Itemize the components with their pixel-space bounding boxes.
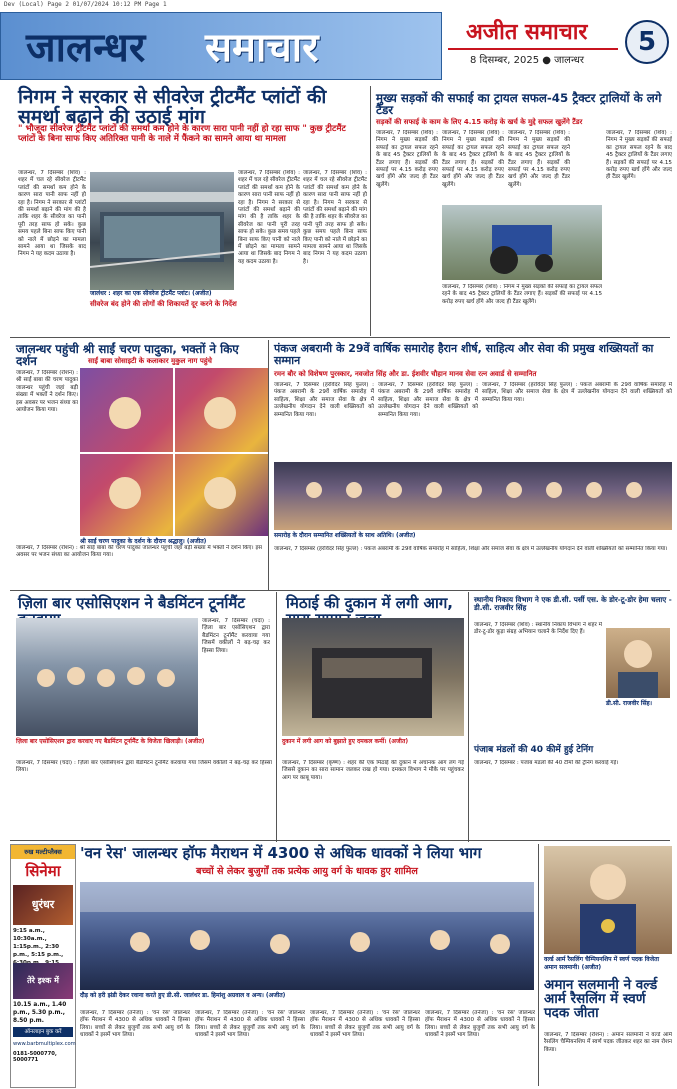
story3-photo-collage	[80, 368, 268, 536]
story4-photo-caption: समारोह के दौरान सम्मानित शख्सियतों के साथ अतिथि। (अजीत)	[274, 532, 416, 539]
story6-body: जालन्धर, 7 दिसम्बर (कृष्ण) : शहर की एक मिठाई की दुकान में अचानक आग लग गई जिससे दुकान का सारा सामान जलकर राख हो गया। दमकल विभाग ने मौके पर पहुंचकर आग पर काबू पाया।	[282, 760, 464, 781]
column-divider	[370, 86, 371, 336]
story6-photo-caption: दुकान में लगी आग को बुझाते हुए दमकल कर्मी। (अजीत)	[282, 738, 409, 745]
story10-headline: अमान सलमानी ने वर्ल्ड आर्म रैसलिंग में स्वर्ण पदक जीता	[544, 977, 658, 1022]
column-divider	[538, 844, 539, 1086]
story4-body-col3: जालन्धर, 7 दिसम्बर (हरविंदर सिंह फुल्ल) : पंकज अबरामी के 29वें वार्षिक समारोह में साहित्य, शिक्षा और समाज सेवा के क्षेत्र में उल्लेखनीय योगदान देने वाली शख्सियतों को सम्मानित किया गया।	[482, 382, 672, 403]
devotees-illustration	[80, 368, 268, 536]
story2-headline: मुख्य सड़कों की सफाई का ट्रायल सफल-45 ट्रैक्टर ट्रालियों के लगे टैंडर	[376, 91, 662, 118]
story7-body: जालन्धर, 7 दिसम्बर (शिव) : स्थानीय निकाय विभाग ने शहर में डोर-टू-डोर कूड़ा संग्रह अभियान चलाने के निर्देश दिए हैं।	[474, 622, 602, 636]
story7-headline: स्थानीय निकाय विभाग ने एक डी.सी. पर्सी एस. के डोर-टू-डोर हेमा चलाए - डी.सी. राजवीर सिंह	[474, 595, 672, 612]
story4-body-col2: जालन्धर, 7 दिसम्बर (हरविंदर सिंह फुल्ल) : पंकज अबरामी के 29वें वार्षिक समारोह में साहित्य, शिक्षा और समाज सेवा के क्षेत्र में उल्लेखनीय योगदान देने वाली शख्सियतों को सम्मानित किया गया।	[378, 382, 478, 418]
story5-headline: ज़िला बार एसोसिएशन ने बैडमिंटन टूर्नामैंट	[18, 594, 245, 612]
story7-photo	[606, 628, 670, 698]
story4-body-col1: जालन्धर, 7 दिसम्बर (हरविंदर सिंह फुल्ल) : पंकज अबरामी के 29वें वार्षिक समारोह में साहित्य, शिक्षा और समाज सेवा के क्षेत्र में उल्लेखनीय योगदान देने वाली शख्सियतों को सम्मानित किया गया।	[274, 382, 374, 418]
story4-photo	[274, 462, 672, 530]
story1-photo	[90, 172, 234, 290]
story7-photo-caption: डी.सी. राजवीर सिंह।	[606, 700, 652, 707]
story3-photo-caption: श्री साईं चरण पादुका के दर्शन के दौरान श्रद्धालु। (अजीत)	[80, 538, 207, 545]
story5-photo-caption: ज़िला बार एसोसिएशन द्वारा करवाए गए बैडमिंटन टूर्नामैंट के विजेता खिलाड़ी। (अजीत)	[16, 738, 205, 745]
story4-headline: पंकज अबरामी के 29वें वार्षिक समारोह हैरान शीर्ष, साहित्य और सेवा की प्रमुख शख्सियतों का सम्मान	[274, 342, 654, 367]
story5-body-bottom: जालन्धर, 7 दिसम्बर (चंदा) : ज़िला बार एसोसिएशन द्वारा बैडमिंटन टूर्नामैंट करवाया गया जिसमें वकीलों ने बढ़-चढ़ कर हिस्सा लिया।	[16, 760, 272, 774]
story2-body-col2: जालन्धर, 7 दिसम्बर (शिव) : निगम ने मुख्य सड़कों की सफाई का ट्रायल सफल रहने के बाद 45 ट्रैक्टर ट्रालियों के टैंडर लगाए हैं। सड़कों की सफाई पर 4.15 करोड़ रुपए खर्च होंगे और जल्द ही टैंडर खुलेंगे।	[442, 130, 504, 188]
masthead	[0, 12, 677, 80]
story2-body-col1: जालन्धर, 7 दिसम्बर (शिव) : निगम ने मुख्य सड़कों की सफाई का ट्रायल सफल रहने के बाद 45 ट्रैक्टर ट्रालियों के टैंडर लगाए हैं। सड़कों की सफाई पर 4.15 करोड़ रुपए खर्च होंगे और जल्द ही टैंडर खुलेंगे।	[376, 130, 438, 188]
story9-photo	[80, 882, 534, 990]
masthead-title-part2: समाचार	[205, 24, 319, 71]
cinema-phone: 0181-5000770, 5000771	[13, 1051, 57, 1063]
story9-photo-caption: दौड़ को हरी झंडी देकर रवाना करते हुए डी.सी. जालंधर डा. हिमांशु अग्रवाल व अन्य। (अजीत)	[80, 992, 286, 999]
story6-headline: मिठाई की दुकान में लगी आग,	[286, 594, 453, 612]
story3-body-bottom: जालन्धर, 7 दिसम्बर (रोशन) : श्री साईं बाबा की चरण पादुका जालन्धर पहुंची जहां बड़ी संख्या में भक्तों ने दर्शन किए। इस अवसर पर भजन संध्या का आयोजन किया गया।	[16, 545, 262, 559]
tractor-illustration	[442, 205, 602, 280]
section-divider	[10, 840, 670, 841]
column-divider	[276, 592, 277, 842]
column-divider	[468, 592, 469, 842]
story9-headline: 'वन रेस' जालन्धर हॉफ मैराथन में 4300 से अधिक धावकों ने लिया भाग	[80, 844, 482, 862]
badminton-team-illustration	[16, 618, 198, 736]
column-divider	[268, 340, 269, 590]
story5-body-col: जालन्धर, 7 दिसम्बर (चंदा) : ज़िला बार एसोसिएशन द्वारा बैडमिंटन टूर्नामैंट करवाया गया जिसमें वकीलों ने बढ़-चढ़ कर हिस्सा लिया।	[202, 618, 270, 654]
story9-body-col3: जालन्धर, 7 दिसम्बर (तनेजा) : 'वन रेस' जालन्धर हॉफ मैराथन में 4300 से अधिक धावकों ने हिस्सा लिया। बच्चों से लेकर बुजुर्गों तक सभी आयु वर्ग के धावकों ने इसमें भाग लिया।	[310, 1010, 420, 1039]
story10-body: जालन्धर, 7 दिसम्बर (रोशन) : अमान सलमानी ने वर्ल्ड आर्म रैसलिंग चैम्पियनशिप में स्वर्ण पदक जीतकर शहर का नाम रोशन किया।	[544, 1032, 672, 1053]
story2-photo	[442, 205, 602, 280]
masthead-rule	[448, 48, 618, 50]
story9-body-col2: जालन्धर, 7 दिसम्बर (तनेजा) : 'वन रेस' जालन्धर हॉफ मैराथन में 4300 से अधिक धावकों ने हिस्सा लिया। बच्चों से लेकर बुजुर्गों तक सभी आयु वर्ग के धावकों ने इसमें भाग लिया।	[195, 1010, 305, 1039]
story1-subhead: " भौजूदा सीवरेज ट्रीटमैंट प्लांटों की समर्था कम होने के कारण सारा पानी नहीं हो रहा साफ " कुछ ट्रीटमैंट प्लांटों के बिना साफ किए अतिरिक्त पानी के नाले में फैंकने का सामने आया था मामला	[18, 124, 346, 144]
cinema-website-link[interactable]: www.barbmultiplex.com	[13, 1041, 76, 1047]
film2-showtimes: 10.15 a.m., 1.40 p.m., 5.30 p.m., 8.50 p.m.	[13, 1002, 67, 1024]
story2-body-col3: जालन्धर, 7 दिसम्बर (शिव) : निगम ने मुख्य सड़कों की सफाई का ट्रायल सफल रहने के बाद 45 ट्रैक्टर ट्रालियों के टैंडर लगाए हैं। सड़कों की सफाई पर 4.15 करोड़ रुपए खर्च होंगे और जल्द ही टैंडर खुलेंगे।	[508, 130, 570, 188]
story8-body: जालन्धर, 7 दिसम्बर : पंजाब मंडलों की 40 टीमों की ट्रेनिंग करवाई गई।	[474, 760, 619, 766]
story1-photo-caption: जालंधर : शहर का एक सीवरेज ट्रीटमैंट प्लांट। (अजीत)	[90, 290, 212, 297]
brand-logo: अजीत समाचार	[466, 19, 588, 45]
story4-subhead: रमन बौर को विशेषण पुरस्कार, नवजोत सिंह और डा. ईशवीर चौहान मानव सेवा रत्न अवार्ड से सम्मानित	[274, 370, 537, 378]
marathon-runners-illustration	[80, 882, 534, 990]
story2-body-col5: जालन्धर, 7 दिसम्बर (शिव) : निगम ने मुख्य सड़कों की सफाई का ट्रायल सफल रहने के बाद 45 ट्रैक्टर ट्रालियों के टैंडर लगाए हैं। सड़कों की सफाई पर 4.15 करोड़ रुपए खर्च होंगे और जल्द ही टैंडर खुलेंगे।	[442, 284, 602, 305]
issue-city: जालन्धर	[554, 55, 584, 66]
treatment-plant-illustration	[90, 172, 234, 290]
portrait-illustration	[606, 628, 670, 698]
story10-photo	[544, 846, 672, 954]
story6-photo	[282, 618, 464, 736]
online-booking-label: ऑनलाइन बुक करें	[13, 1027, 73, 1037]
story3-body-col1: जालन्धर, 7 दिसम्बर (रोशन) : श्री साईं बाबा की चरण पादुका जालन्धर पहुंची जहां बड़ी संख्या में भक्तों ने दर्शन किए। इस अवसर पर भजन संध्या का आयोजन किया गया।	[16, 370, 78, 414]
story4-body-bottom: जालन्धर, 7 दिसम्बर (हरविंदर सिंह फुल्ल) : पंकज अबरामी के 29वें वार्षिक समारोह में साहित्य, शिक्षा और समाज सेवा के क्षेत्र में उल्लेखनीय योगदान देने वाली शख्सियतों को सम्मानित किया गया।	[274, 546, 668, 552]
cinema-header: रुख मल्टीप्लैक्स	[11, 845, 75, 859]
film2-poster: तेरे इश्क में	[13, 963, 73, 999]
cinema-title: सिनेमा	[25, 862, 61, 880]
story2-subhead: सड़कों की सफाई के काम के लिए 4.15 करोड़ के खर्च के मुद्दे सफल खुलेंगे टैंडर	[376, 118, 583, 126]
story10-photo-caption: वर्ल्ड आर्म रैसलिंग चैम्पियनशिप में स्वर्ण पदक विजेता अमान सलमानी। (अजीत)	[544, 956, 660, 971]
fire-scene-illustration	[282, 618, 464, 736]
film1-poster: धुरंधर	[13, 885, 73, 925]
story9-body-col1: जालन्धर, 7 दिसम्बर (तनेजा) : 'वन रेस' जालन्धर हॉफ मैराथन में 4300 से अधिक धावकों ने हिस्सा लिया। बच्चों से लेकर बुजुर्गों तक सभी आयु वर्ग के धावकों ने इसमें भाग लिया।	[80, 1010, 190, 1039]
print-slug: Dev (Local) Page 2 01/07/2024 10:12 PM Page 1	[4, 1, 167, 8]
story5-photo	[16, 618, 198, 736]
cinema-listing-box	[10, 844, 76, 1088]
section-divider	[10, 590, 670, 591]
story8-headline: पंजाब मंडलों की 40 कीमें हुई टेनिंग	[474, 745, 594, 755]
story9-subhead: बच्चों से लेकर बुजुर्गों तक प्रत्येक आयु वर्ग के धावक हुए शामिल	[196, 866, 418, 877]
award-group-illustration	[274, 462, 672, 530]
separator: ●	[542, 55, 555, 66]
story1-body-col4: जालन्धर, 7 दिसम्बर (शिव) : शहर में चल रहे सीवरेज ट्रीटमैंट प्लांटों की समर्था कम होने के कारण सारा पानी साफ नहीं हो रहा है। निगम ने सरकार से प्लांटों की समर्था बढ़ाने की मांग की है ताकि शहर के सीवरेज का पानी पूरी तरह साफ हो सके। कुछ समय पहले बिना साफ किए पानी को नाले में छोड़ने का मामला सामने आया था जिसके बाद निगम ने यह कदम उठाया है।	[303, 170, 367, 265]
masthead-dateline	[470, 52, 584, 66]
story3-subhead: साईं बाबा सोसाइटी के कलाकार मुकुल नाग पहुंचे	[88, 357, 212, 365]
story1-body-col1: जालन्धर, 7 दिसम्बर (शिव) : शहर में चल रहे सीवरेज ट्रीटमैंट प्लांटों की समर्था कम होने के कारण सारा पानी साफ नहीं हो रहा है। निगम ने सरकार से प्लांटों की समर्था बढ़ाने की मांग की है ताकि शहर के सीवरेज का पानी पूरी तरह साफ हो सके। कुछ समय पहले बिना साफ किए पानी को नाले में छोड़ने का मामला सामने आया था जिसके बाद निगम ने यह कदम उठाया है।	[18, 170, 86, 258]
page-number-badge: 5	[625, 20, 669, 64]
film1-showtimes: 9:15 a.m., 10:30a.m., 1:15p.m., 2:30 p.m., 5:15 p.m.,	[13, 928, 64, 958]
masthead-title-part1: जालन्धर	[26, 24, 146, 71]
story1-headline: निगम ने सरकार से सीवरेज ट्रीटमैंट प्लांटों की समर्था बढ़ाने की उठाई मांग	[18, 86, 327, 128]
story3-headline: जालन्धर पहुंची श्री साईं चरण पादुका, भक्तों ने किए दर्शन	[16, 342, 239, 369]
story1-inner-head: सीवरेज बंद होने की लोगों की शिकायतें दूर करने के निर्देश	[90, 300, 237, 308]
story2-body-col4: जालन्धर, 7 दिसम्बर (शिव) : निगम ने मुख्य सड़कों की सफाई का ट्रायल सफल रहने के बाद 45 ट्रैक्टर ट्रालियों के टैंडर लगाए हैं। सड़कों की सफाई पर 4.15 करोड़ रुपए खर्च होंगे और जल्द ही टैंडर खुलेंगे।	[606, 130, 672, 181]
medal-winner-illustration	[544, 846, 672, 954]
story9-body-col4: जालन्धर, 7 दिसम्बर (तनेजा) : 'वन रेस' जालन्धर हॉफ मैराथन में 4300 से अधिक धावकों ने हिस्सा लिया। बच्चों से लेकर बुजुर्गों तक सभी आयु वर्ग के धावकों ने इसमें भाग लिया।	[425, 1010, 535, 1039]
section-divider	[10, 337, 670, 338]
issue-date: 8 दिसम्बर, 2025	[470, 55, 540, 66]
story1-body-col3: जालन्धर, 7 दिसम्बर (शिव) : शहर में चल रहे सीवरेज ट्रीटमैंट प्लांटों की समर्था कम होने के कारण सारा पानी साफ नहीं हो रहा है। निगम ने सरकार से प्लांटों की समर्था बढ़ाने की मांग की है ताकि शहर के सीवरेज का पानी पूरी तरह साफ हो सके। कुछ समय पहले बिना साफ किए पानी को नाले में छोड़ने का मामला सामने आया था जिसके बाद निगम ने यह कदम उठाया है।	[238, 170, 300, 265]
